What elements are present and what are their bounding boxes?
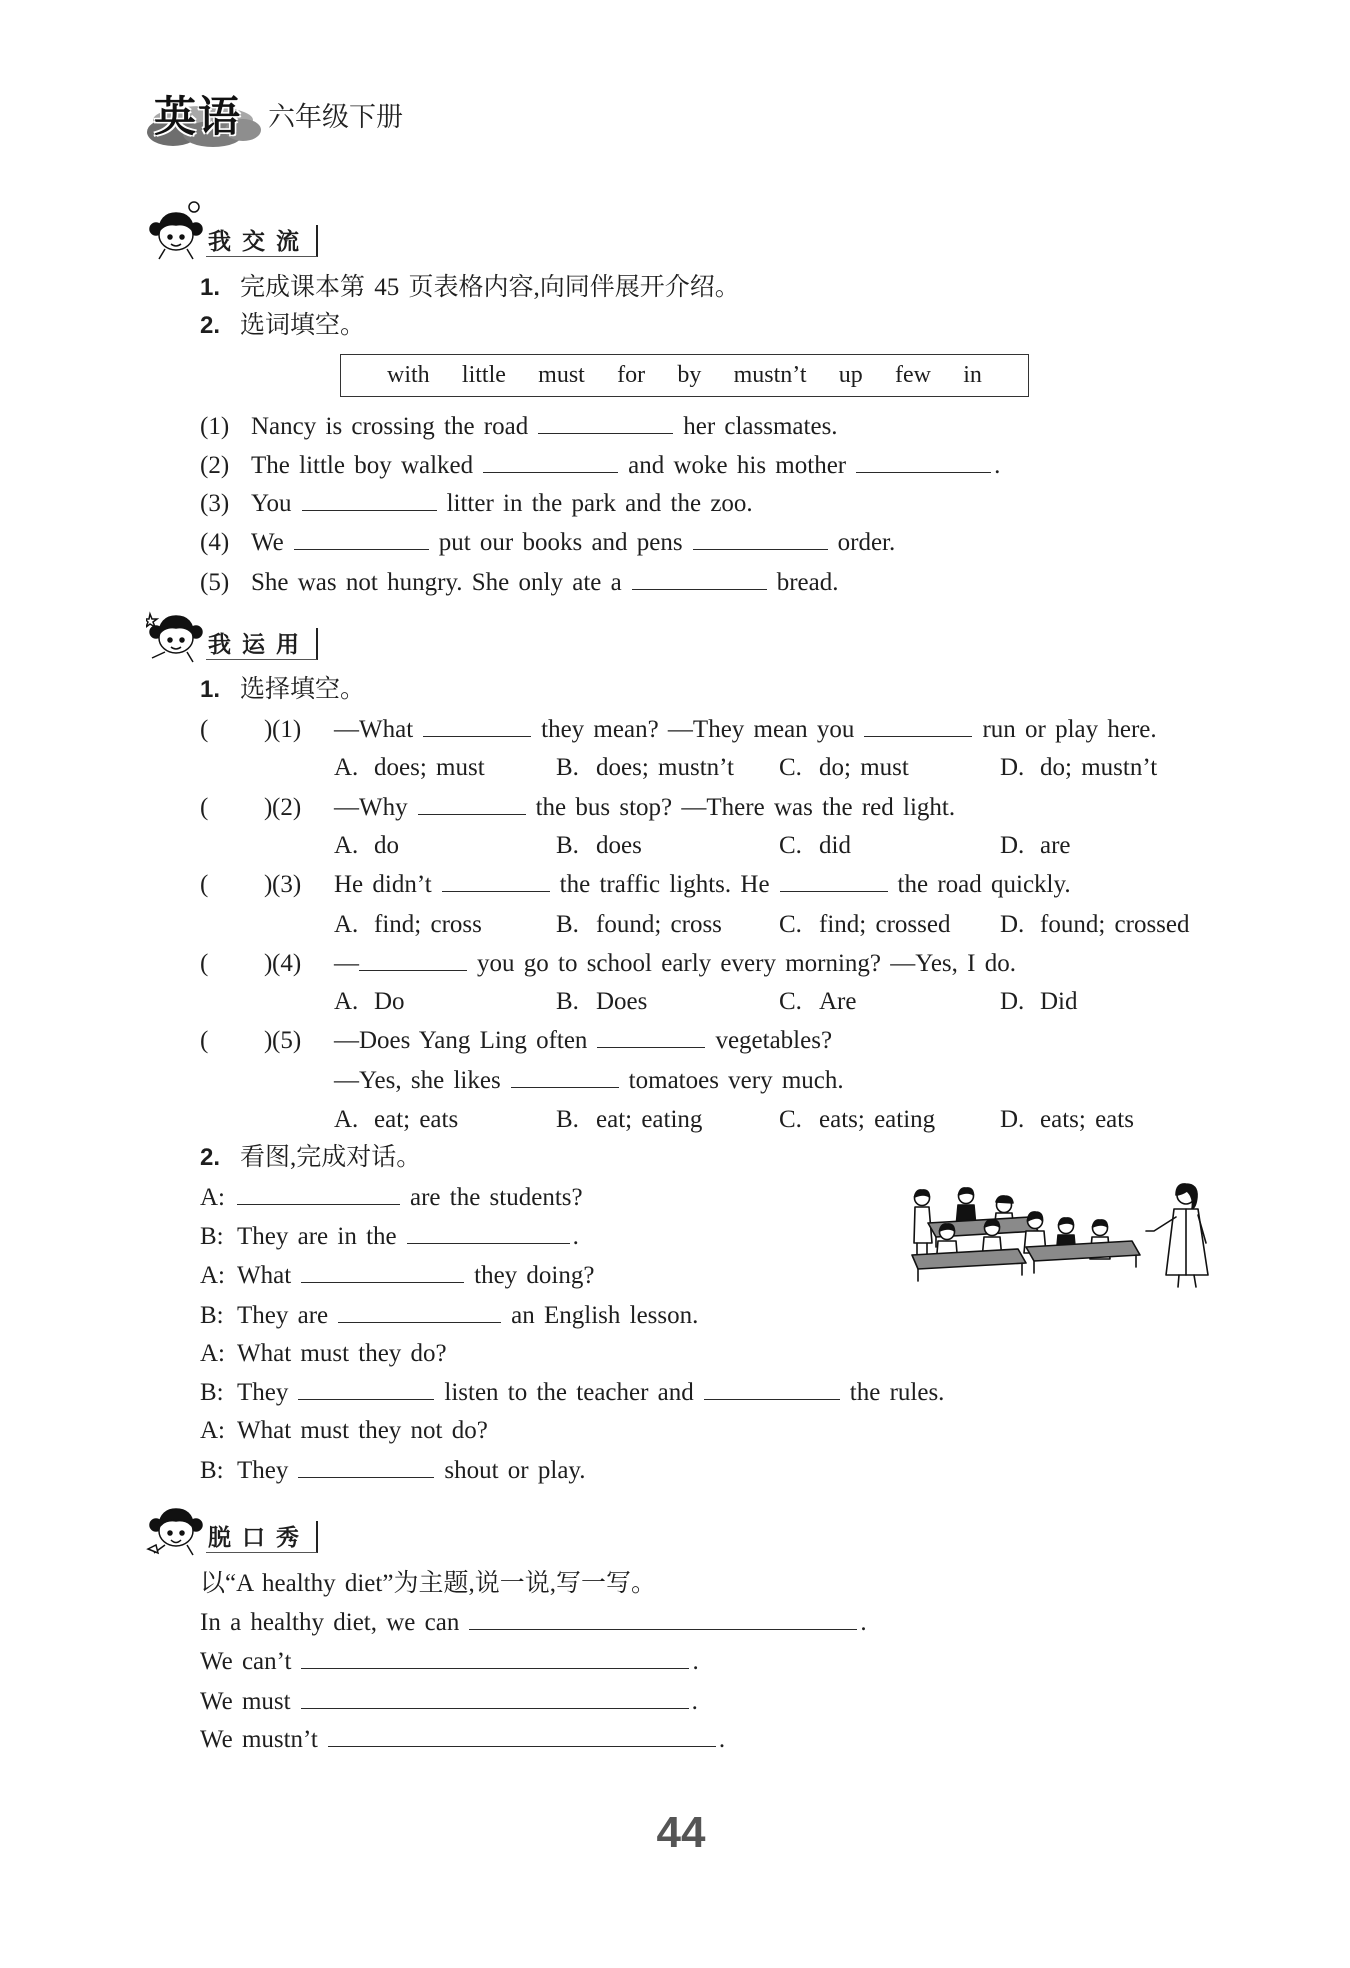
question-text [334,793,955,823]
question-text-part: She was not hungry. She only ate a [251,569,622,596]
option-a [334,910,482,940]
option-c [779,910,950,940]
answer-blank [237,1183,400,1205]
dialog-line [200,1378,944,1408]
option-label: A. [334,832,359,859]
answer-blank [469,1608,857,1630]
option-text: Does [596,988,648,1015]
option-text: eats; eats [1040,1106,1134,1133]
choice-question-5-line-2 [200,1066,1300,1096]
question-text-part: run or play here. [982,716,1157,743]
dialog-text-part: They [237,1457,289,1484]
section-header-exchange [146,199,356,261]
answer-blank [294,528,429,550]
answer-bracket-close: ) [264,1027,273,1054]
option-d [1000,987,1078,1017]
talk-show-line [200,1687,698,1717]
option-label: A. [334,988,359,1015]
girl-mascot-icon [146,602,206,664]
option-d [1000,753,1157,783]
option-text: do; must [819,754,909,781]
question-text-part: the traffic lights. He [559,871,770,898]
choice-question-4 [200,949,1300,979]
question-text [334,870,1071,900]
option-text: Are [819,988,857,1015]
answer-blank [864,715,972,737]
word-bank-box [340,354,1029,397]
speaker-label: A: [200,1340,225,1367]
option-c [779,1105,935,1135]
dialog-text-part: the rules. [849,1379,945,1406]
word-bank-word: up [838,362,863,388]
dialog-text-part: What must they not do? [237,1417,488,1444]
option-text: eat; eating [596,1106,703,1133]
question-number: (1) [272,716,302,743]
option-c [779,753,909,783]
question-text-part: He didn’t [334,871,432,898]
talk-show-text-part: We mustn’t [200,1726,318,1753]
option-label: A. [334,1106,359,1133]
option-label: B. [556,754,579,781]
answer-blank [483,451,618,473]
word-bank-word: for [617,362,646,388]
dialog-text-part: What [237,1262,292,1289]
answer-blank [328,1725,716,1747]
answer-blank [538,412,673,434]
option-c [779,987,856,1017]
question-number: (5) [272,1027,302,1054]
answer-blank [359,949,467,971]
question-text-part: —Yes, she likes [334,1067,501,1094]
option-text: eats; eating [819,1106,936,1133]
exchange-task-1 [200,273,740,303]
fill-question-3 [200,489,753,519]
answer-blank [423,715,531,737]
word-bank-word: few [895,362,931,388]
answer-bracket-open: ( [200,950,209,977]
talk-show-text-part: We must [200,1688,291,1715]
word-bank-word: in [963,362,982,388]
answer-blank [597,1026,705,1048]
dialog-line [200,1301,698,1331]
choice-options-2 [200,831,1300,861]
question-text-part: vegetables? [715,1027,833,1054]
option-label: B. [556,988,579,1015]
apply-task-1 [200,675,365,705]
question-text [334,1026,832,1056]
classroom-illustration [906,1181,1219,1289]
dialog-line [200,1183,583,1213]
option-text: find; cross [374,911,482,938]
option-label: A. [334,911,359,938]
question-number: (4) [272,950,302,977]
answer-blank [301,1647,689,1669]
task-number: 2. [200,1144,221,1171]
option-text: eat; eats [374,1106,459,1133]
fill-question-1 [200,412,838,442]
option-label: A. [334,754,359,781]
option-label: D. [1000,754,1025,781]
question-number: (2) [200,452,230,479]
fill-question-2 [200,451,1000,481]
question-text-part: they mean? —They mean you [541,716,855,743]
dialog-text-part: an English lesson. [511,1302,699,1329]
answer-blank [632,568,767,590]
question-text-part: and woke his mother [628,452,847,479]
answer-bracket-close: ) [264,794,273,821]
dialog-text-part: they doing? [474,1262,595,1289]
answer-blank [302,489,437,511]
section-title: 我交流 [206,225,318,257]
word-bank-word: with [387,362,430,388]
question-text-part: —Why [334,794,408,821]
question-text [334,715,1157,745]
question-text-part: you go to school early every morning? —Yes, I do. [477,950,1016,977]
dialog-line [200,1456,586,1486]
option-a [334,831,399,861]
answer-bracket-open: ( [200,794,209,821]
choice-question-3 [200,870,1300,900]
option-label: B. [556,832,579,859]
talk-show-text-part: . [718,1726,726,1753]
dialog-line [200,1339,447,1369]
question-text-part: We [251,529,284,556]
answer-bracket-close: ) [264,716,273,743]
speaker-label: B: [200,1223,224,1250]
option-text: did [819,832,851,859]
talk-show-line [200,1725,725,1755]
talk-show-line [200,1647,699,1677]
option-b [556,910,722,940]
answer-bracket-close: ) [264,950,273,977]
dialog-text-part: . [572,1223,579,1250]
task-instruction: 选词填空。 [240,312,366,339]
option-label: D. [1000,1106,1025,1133]
dialog-text-part: listen to the teacher and [444,1379,694,1406]
option-d [1000,1105,1134,1135]
option-a [334,753,485,783]
dialog-line [200,1416,488,1446]
option-b [556,753,734,783]
option-b [556,831,642,861]
option-text: does; mustn’t [596,754,734,781]
girl-mascot-icon [146,1495,206,1557]
answer-blank [301,1687,689,1709]
word-bank-word: mustn’t [733,362,807,388]
answer-bracket-open: ( [200,1027,209,1054]
option-label: B. [556,911,579,938]
option-label: D. [1000,832,1025,859]
word-bank-word: little [461,362,506,388]
question-text-part: the bus stop? —There was the red light. [535,794,956,821]
option-label: C. [779,832,802,859]
subject-title: 英语 [154,93,243,140]
option-text: found; crossed [1040,911,1190,938]
answer-blank [407,1222,570,1244]
option-b [556,987,647,1017]
grade-label: 六年级下册 [268,102,403,132]
option-label: C. [779,988,802,1015]
page-number: 44 [656,1808,706,1857]
task-instruction: 选择填空。 [240,676,366,703]
fill-question-4 [200,528,895,558]
question-text-part: You [251,490,292,517]
choice-options-1 [200,753,1300,783]
answer-blank [298,1456,434,1478]
speaker-label: A: [200,1184,225,1211]
talk-show-line [200,1608,867,1638]
question-text-part: order. [837,529,896,556]
fill-question-5 [200,568,839,598]
option-a [334,987,405,1017]
talk-show-text-part: . [691,1688,698,1715]
choice-question-5 [200,1026,1300,1056]
question-text-part: Nancy is crossing the road [251,413,529,440]
choice-options-3 [200,910,1300,940]
answer-blank [418,793,526,815]
word-bank-word: must [538,362,585,388]
section-title: 脱口秀 [206,1521,318,1553]
speaker-label: B: [200,1457,224,1484]
answer-bracket-open: ( [200,871,209,898]
task-instruction: 看图,完成对话。 [240,1144,422,1171]
question-text-part: put our books and pens [438,529,683,556]
choice-question-2 [200,793,1300,823]
option-text: does [596,832,642,859]
talk-show-text-part: In a healthy diet, we can [200,1609,460,1636]
speaker-label: A: [200,1417,225,1444]
section-header-apply [146,602,356,664]
question-number: (4) [200,529,230,556]
apply-task-2 [200,1143,421,1173]
question-number: (5) [200,569,230,596]
option-text: Did [1040,988,1078,1015]
dialog-text-part: What must they do? [237,1340,447,1367]
talk-show-text-part: . [860,1609,867,1636]
option-label: C. [779,754,802,781]
answer-bracket-open: ( [200,716,209,743]
talk-show-text-part: We can’t [200,1648,292,1675]
question-text-part: tomatoes very much. [628,1067,844,1094]
answer-blank [298,1378,434,1400]
dialog-line [200,1261,594,1291]
girl-mascot-icon [146,199,206,261]
option-text: do [374,832,399,859]
task-number: 1. [200,676,221,703]
option-text: found; cross [596,911,722,938]
question-text [334,1066,844,1096]
question-text-part: bread. [776,569,839,596]
question-text-part: litter in the park and the zoo. [446,490,753,517]
section-title: 我运用 [206,628,318,660]
dialog-line [200,1222,579,1252]
answer-blank [442,870,550,892]
answer-blank [301,1261,464,1283]
question-text-part: —Does Yang Ling often [334,1027,588,1054]
answer-blank [704,1378,840,1400]
option-label: C. [779,1106,802,1133]
choice-options-5 [200,1105,1300,1135]
question-number: (2) [272,794,302,821]
answer-bracket-close: ) [264,871,273,898]
option-text: are [1040,832,1071,859]
option-text: Do [374,988,405,1015]
option-d [1000,910,1190,940]
speaker-label: A: [200,1262,225,1289]
answer-blank [338,1301,501,1323]
option-label: D. [1000,911,1025,938]
answer-blank [693,528,828,550]
choice-question-1 [200,715,1300,745]
talk-show-prompt: 以“A healthy diet”为主题,说一说,写一写。 [200,1570,656,1597]
option-c [779,831,851,861]
dialog-text-part: They [237,1379,289,1406]
question-number: (3) [272,871,302,898]
speaker-label: B: [200,1302,224,1329]
option-label: B. [556,1106,579,1133]
question-number: (3) [200,490,230,517]
task-number: 1. [200,274,221,301]
question-text-part: The little boy walked [251,452,474,479]
option-text: find; crossed [819,911,951,938]
option-text: does; must [374,754,485,781]
task-number: 2. [200,312,221,339]
question-text [334,949,1016,979]
question-text-part: the road quickly. [897,871,1071,898]
exchange-task-2 [200,311,365,341]
answer-blank [856,451,991,473]
dialog-text-part: shout or play. [444,1457,586,1484]
talk-show-text-part: . [692,1648,699,1675]
option-label: C. [779,911,802,938]
dialog-text-part: They are [237,1302,329,1329]
option-text: do; mustn’t [1040,754,1158,781]
option-label: D. [1000,988,1025,1015]
word-bank-word: by [677,362,702,388]
question-text-part: her classmates. [683,413,838,440]
option-b [556,1105,702,1135]
question-number: (1) [200,413,230,440]
question-text-part: — [334,950,359,977]
dialog-text-part: They are in the [237,1223,397,1250]
question-text-part: —What [334,716,414,743]
option-d [1000,831,1071,861]
question-text-part: . [994,452,1001,479]
section-header-talk-show [146,1495,356,1557]
choice-options-4 [200,987,1300,1017]
speaker-label: B: [200,1379,224,1406]
answer-blank [511,1066,619,1088]
dialog-text-part: are the students? [410,1184,583,1211]
option-a [334,1105,458,1135]
task-instruction: 完成课本第 45 页表格内容,向同伴展开介绍。 [240,274,740,301]
answer-blank [780,870,888,892]
